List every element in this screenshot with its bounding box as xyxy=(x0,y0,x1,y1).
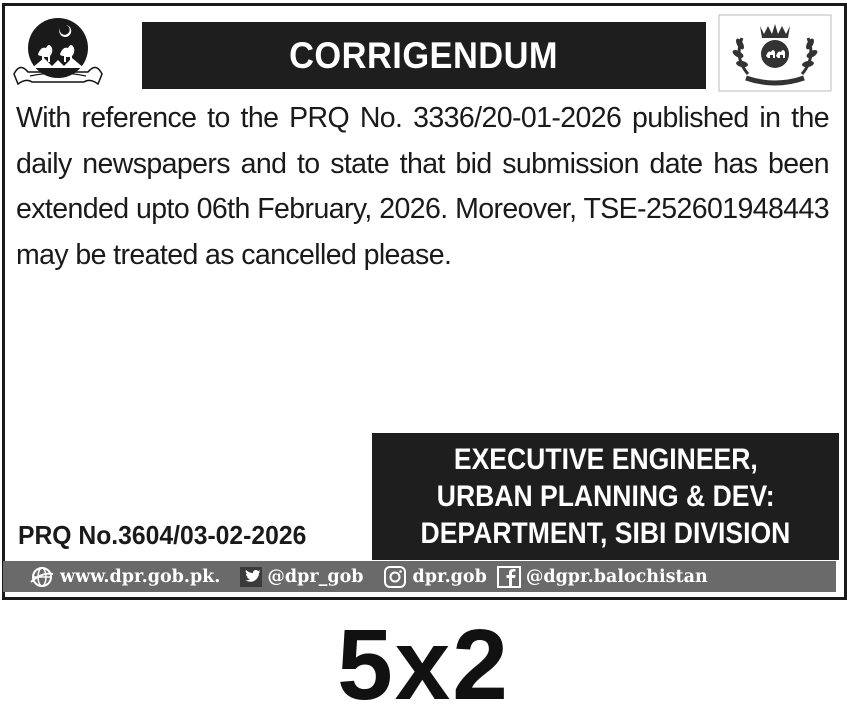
body-line: may be treated as cancelled please. xyxy=(16,238,452,271)
government-emblem-icon xyxy=(10,12,106,92)
notice-body xyxy=(16,96,829,278)
title-bar xyxy=(142,22,706,89)
facebook-icon xyxy=(497,566,521,588)
body-line: With reference to the PRQ No. 3336/20-01-2026 published in the xyxy=(16,102,829,134)
footer-twitter[interactable] xyxy=(240,567,363,587)
dgpr-emblem-icon xyxy=(718,14,832,92)
notice-title: CORRIGENDUM xyxy=(289,34,559,76)
prq-number: PRQ No.3604/03-02-2026 xyxy=(18,520,307,550)
footer-facebook[interactable] xyxy=(497,566,708,588)
instagram-handle: dpr.gob xyxy=(412,566,487,587)
footer-bar xyxy=(3,561,836,592)
website-text: www.dpr.gob.pk. xyxy=(60,566,221,587)
signatory-box xyxy=(372,433,839,560)
twitter-icon xyxy=(240,567,262,587)
instagram-icon xyxy=(382,566,408,588)
signatory-line: EXECUTIVE ENGINEER, xyxy=(453,443,758,476)
ad-size-label: 5x2 xyxy=(337,609,510,721)
facebook-handle: @dgpr.balochistan xyxy=(525,566,708,587)
body-line: extended upto 06th February, 2026. Moreover, TSE-252601948443 xyxy=(16,193,829,225)
twitter-handle: @dpr_gob xyxy=(267,566,364,587)
body-line: daily newspapers and to state that bid submission date has been xyxy=(16,147,829,180)
signatory-line: URBAN PLANNING & DEV: xyxy=(436,480,775,513)
signatory-line: DEPARTMENT, SIBI DIVISION xyxy=(420,517,791,550)
footer-instagram[interactable] xyxy=(382,566,487,588)
footer-website[interactable] xyxy=(29,566,220,588)
globe-icon xyxy=(29,566,55,588)
